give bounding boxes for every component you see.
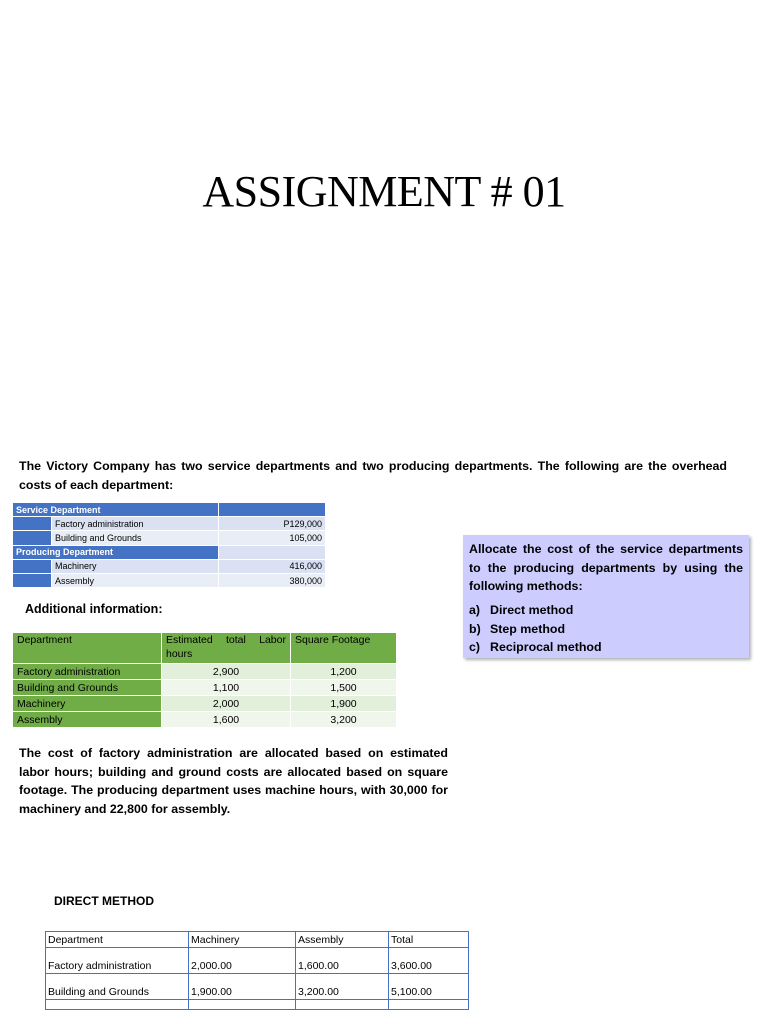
method-label: Step method — [490, 621, 566, 636]
intro-paragraph: The Victory Company has two service departments and two producing departments. The following are the overhead costs of each department: — [19, 459, 727, 492]
table-header-row — [13, 633, 397, 664]
labor-sqft-table — [12, 632, 397, 728]
department-name: Assembly — [52, 573, 219, 587]
overhead-value: P129,000 — [219, 517, 326, 531]
table-row — [13, 531, 326, 545]
header-labor-hours: Estimated total Labor hours — [162, 633, 291, 664]
table-row — [46, 948, 469, 974]
square-footage: 3,200 — [291, 712, 397, 728]
assembly-value: 1,600.00 — [296, 948, 389, 974]
table-row-empty — [46, 1000, 469, 1010]
square-footage: 1,900 — [291, 696, 397, 712]
department-name: Building and Grounds — [13, 680, 162, 696]
service-department-header: Service Department — [13, 503, 219, 517]
department-name: Building and Grounds — [46, 974, 189, 1000]
method-label: Reciprocal method — [490, 640, 602, 654]
allocation-basis-paragraph: The cost of factory administration are allocated based on estimated labor hours; building and ground costs are allocated based on square footage. The producing department uses machine hours, with 30,000 for machinery and 22,800 for assembly. — [19, 746, 448, 816]
table-section-header — [13, 503, 326, 517]
labor-hours: 2,900 — [162, 664, 291, 680]
method-item — [469, 601, 602, 620]
additional-info-label: Additional information: — [25, 602, 163, 616]
overhead-value: 105,000 — [219, 531, 326, 545]
header-machinery: Machinery — [189, 932, 296, 948]
table-row — [13, 517, 326, 531]
table-row — [13, 696, 397, 712]
machinery-value: 2,000.00 — [189, 948, 296, 974]
department-name: Machinery — [52, 559, 219, 573]
table-section-header — [13, 545, 326, 559]
square-footage: 1,200 — [291, 664, 397, 680]
direct-method-title: DIRECT METHOD — [54, 894, 154, 908]
table-row — [13, 559, 326, 573]
department-name: Factory administration — [52, 517, 219, 531]
department-name: Machinery — [13, 696, 162, 712]
overhead-value: 416,000 — [219, 559, 326, 573]
producing-department-header: Producing Department — [13, 545, 219, 559]
direct-method-table — [45, 931, 469, 1010]
assembly-value: 3,200.00 — [296, 974, 389, 1000]
table-row — [46, 974, 469, 1000]
method-item — [469, 638, 602, 657]
square-footage: 1,500 — [291, 680, 397, 696]
labor-hours: 1,600 — [162, 712, 291, 728]
labor-hours: 2,000 — [162, 696, 291, 712]
table-row — [13, 712, 397, 728]
method-label: Direct method — [490, 603, 574, 617]
table-row — [13, 664, 397, 680]
overhead-value: 380,000 — [219, 573, 326, 587]
method-list — [469, 601, 602, 657]
department-name: Building and Grounds — [52, 531, 219, 545]
instruction-text: Allocate the cost of the service departments to the producing departments by using the following methods: — [469, 542, 743, 593]
overhead-cost-table — [12, 502, 326, 588]
header-assembly: Assembly — [296, 932, 389, 948]
table-row — [13, 573, 326, 587]
department-name: Factory administration — [13, 664, 162, 680]
header-department: Department — [13, 633, 162, 664]
method-letter: c) — [469, 640, 481, 654]
page-title: ASSIGNMENT # 01 — [202, 167, 566, 216]
labor-hours: 1,100 — [162, 680, 291, 696]
method-letter: a) — [469, 603, 481, 617]
department-name: Factory administration — [46, 948, 189, 974]
method-item — [469, 620, 602, 639]
header-square-footage: Square Footage — [291, 633, 397, 664]
table-row — [13, 680, 397, 696]
machinery-value: 1,900.00 — [189, 974, 296, 1000]
total-value: 5,100.00 — [389, 974, 469, 1000]
total-value: 3,600.00 — [389, 948, 469, 974]
department-name: Assembly — [13, 712, 162, 728]
header-department: Department — [46, 932, 189, 948]
table-header-row — [46, 932, 469, 948]
header-total: Total — [389, 932, 469, 948]
method-letter: b) — [469, 621, 481, 636]
